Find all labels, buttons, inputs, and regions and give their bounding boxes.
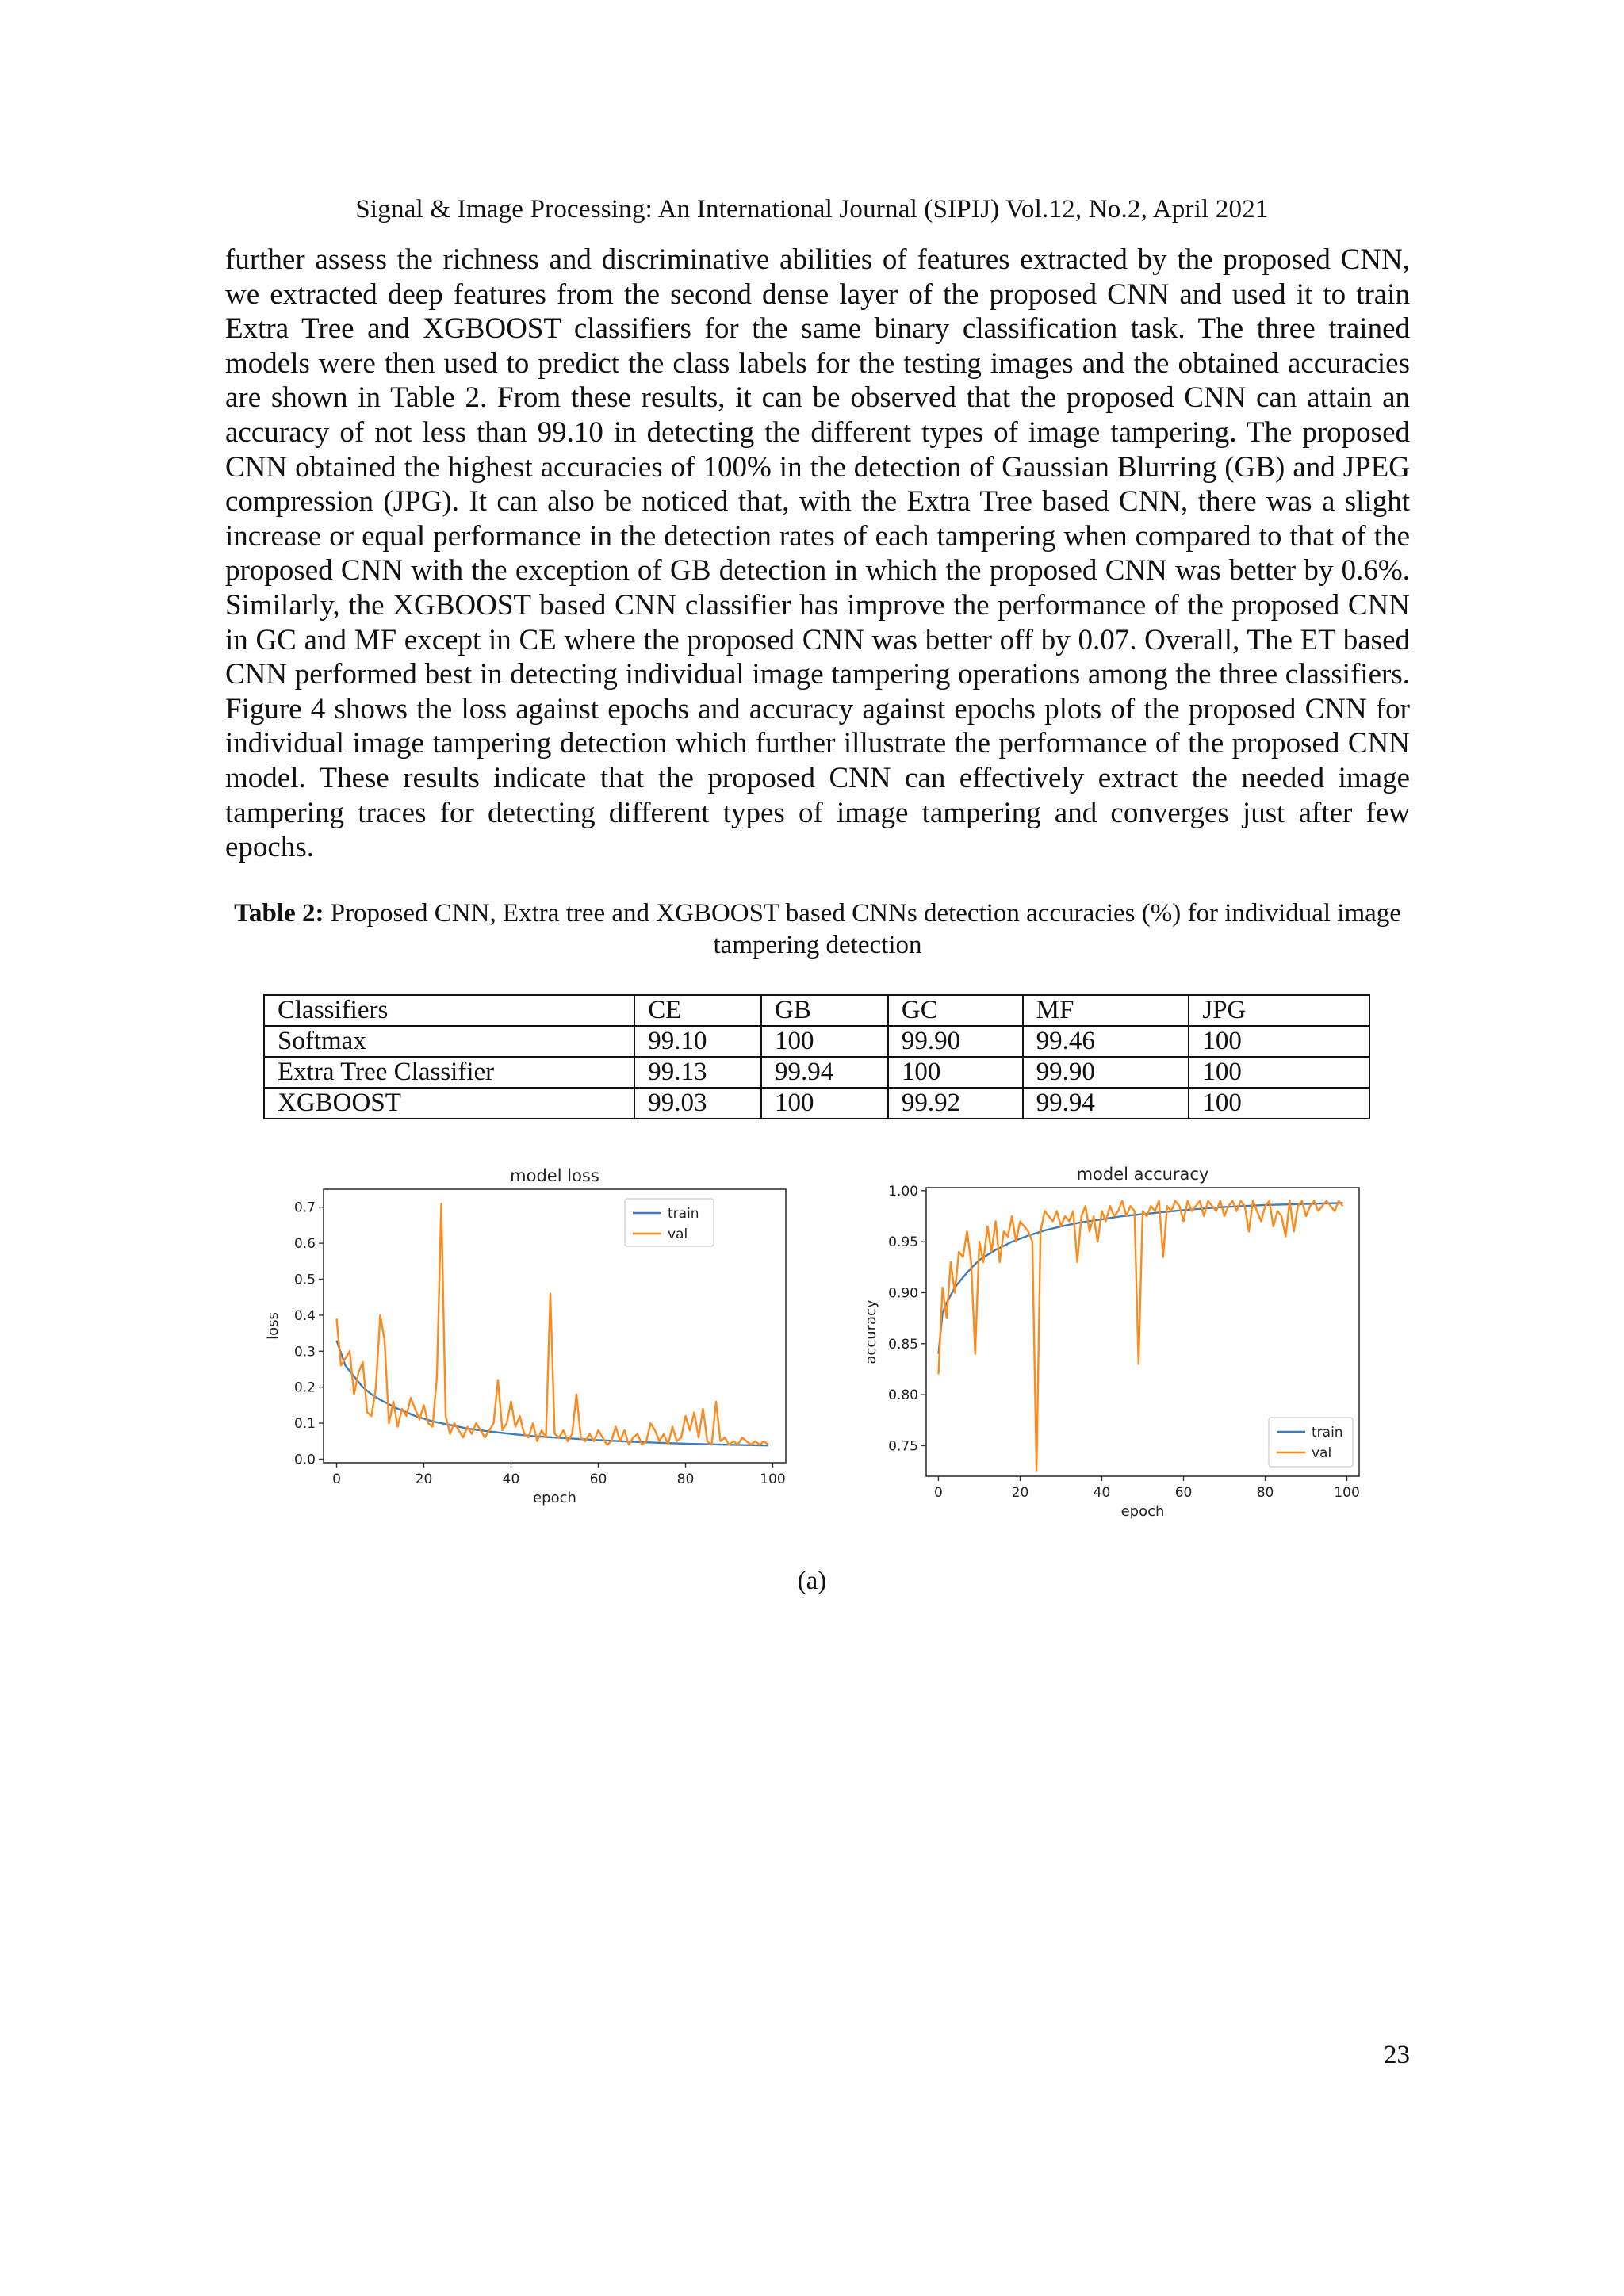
y-tick-label: 0.95 [888, 1234, 918, 1251]
x-tick-label: 100 [760, 1471, 786, 1487]
y-tick-label: 0.85 [888, 1336, 918, 1353]
page-number: 23 [1384, 2041, 1410, 2069]
y-tick-label: 0.3 [293, 1344, 316, 1360]
table-cell: 99.13 [634, 1057, 761, 1088]
table-caption-text: Proposed CNN, Extra tree and XGBOOST based CNNs detection accuracies (%) for individual image tampering detection [324, 899, 1401, 959]
table-cell: XGBOOST [264, 1088, 634, 1119]
model-accuracy-svg [858, 1158, 1365, 1538]
model-accuracy-chart [858, 1158, 1365, 1538]
y-tick-label: 0.1 [293, 1416, 316, 1433]
figure-subcaption: (a) [797, 1567, 827, 1595]
x-tick-label: 80 [676, 1471, 695, 1487]
y-tick-label: 0.5 [293, 1272, 316, 1288]
model-loss-chart [260, 1158, 799, 1514]
running-header: Signal & Image Processing: An International Journal (SIPIJ) Vol.12, No.2, April 2021 [355, 195, 1269, 224]
table-header-cell: Classifiers [264, 995, 634, 1026]
table-header-cell: JPG [1189, 995, 1369, 1026]
table-row [264, 1057, 1369, 1088]
table-cell: 99.94 [761, 1057, 888, 1088]
table-row [264, 1026, 1369, 1057]
x-tick-label: 60 [1174, 1485, 1193, 1501]
legend-label-val: val [668, 1226, 688, 1242]
table-cell: 100 [1189, 1088, 1369, 1119]
table-cell: 99.46 [1023, 1026, 1189, 1057]
y-axis-label: accuracy [863, 1299, 879, 1364]
y-axis-label: loss [265, 1312, 282, 1340]
results-table [263, 994, 1370, 1119]
table-header-cell: CE [634, 995, 761, 1026]
table-cell: 99.90 [888, 1026, 1023, 1057]
x-tick-label: 0 [934, 1485, 943, 1501]
y-tick-label: 0.0 [293, 1452, 316, 1468]
table-cell: 99.03 [634, 1088, 761, 1119]
legend-label-train: train [668, 1206, 699, 1222]
x-tick-label: 80 [1256, 1485, 1274, 1501]
x-tick-label: 40 [1093, 1485, 1111, 1501]
table-cell: 100 [761, 1088, 888, 1119]
table-cell: 100 [888, 1057, 1023, 1088]
x-tick-label: 40 [502, 1471, 520, 1487]
x-tick-label: 0 [332, 1471, 341, 1487]
body-paragraph: further assess the richness and discriminative abilities of features extracted by the proposed CNN, we extracted deep features from the second dense layer of the proposed CNN and used it to train Extra Tree and XGBOOST classifiers for the same binary classification task. The three trained models were then used to predict the class labels for the testing images and the obtained accuracies are shown in Table 2. From these results, it can be observed that the proposed CNN can attain an accuracy of not less than 99.10 in detecting the different types of image tampering. The proposed CNN obtained the highest accuracies of 100% in the detection of Gaussian Blurring (GB) and JPEG compression (JPG). It can also be noticed that, with the Extra Tree based CNN, there was a slight increase or equal performance in the detection rates of each tampering when compared to that of the proposed CNN with the exception of GB detection in which the proposed CNN was better by 0.6%. Similarly, the XGBOOST based CNN classifier has improve the performance of the proposed CNN in GC and MF except in CE where the proposed CNN was better off by 0.07. Overall, The ET based CNN performed best in detecting individual image tampering operations among the three classifiers. Figure 4 shows the loss against epochs and accuracy against epochs plots of the proposed CNN for individual image tampering detection which further illustrate the performance of the proposed CNN model. These results indicate that the proposed CNN can effectively extract the needed image tampering traces for detecting different types of image tampering and converges just after few epochs. [225, 243, 1410, 864]
x-tick-label: 20 [1011, 1485, 1029, 1501]
table-cell: 99.90 [1023, 1057, 1189, 1088]
table-row [264, 1088, 1369, 1119]
y-tick-label: 1.00 [888, 1183, 918, 1200]
x-axis-label: epoch [533, 1490, 576, 1506]
table-header-cell: GC [888, 995, 1023, 1026]
x-tick-label: 20 [415, 1471, 433, 1487]
table-cell: 100 [1189, 1026, 1369, 1057]
legend-label-train: train [1312, 1425, 1343, 1441]
x-axis-label: epoch [1120, 1503, 1165, 1520]
table-cell: 100 [761, 1026, 888, 1057]
y-tick-label: 0.75 [888, 1438, 918, 1455]
y-tick-label: 0.4 [293, 1307, 316, 1324]
table-cell: 99.92 [888, 1088, 1023, 1119]
table-cell: 100 [1189, 1057, 1369, 1088]
table-header-cell: GB [761, 995, 888, 1026]
table-cell: Extra Tree Classifier [264, 1057, 634, 1088]
table-header-row [264, 995, 1369, 1026]
legend-label-val: val [1312, 1445, 1332, 1461]
y-tick-label: 0.90 [888, 1285, 918, 1302]
x-tick-label: 60 [589, 1471, 607, 1487]
x-tick-label: 100 [1334, 1485, 1360, 1501]
y-tick-label: 0.2 [293, 1380, 316, 1396]
table-cell: 99.10 [634, 1026, 761, 1057]
chart-title: model accuracy [1076, 1165, 1209, 1184]
table-caption [225, 897, 1410, 961]
table-cell: Softmax [264, 1026, 634, 1057]
y-tick-label: 0.6 [293, 1236, 316, 1253]
table-header-cell: MF [1023, 995, 1189, 1026]
table-caption-label: Table 2: [234, 899, 324, 928]
y-tick-label: 0.80 [888, 1387, 918, 1404]
chart-title: model loss [510, 1166, 599, 1185]
model-loss-svg [260, 1158, 799, 1514]
table-cell: 99.94 [1023, 1088, 1189, 1119]
y-tick-label: 0.7 [293, 1200, 316, 1216]
